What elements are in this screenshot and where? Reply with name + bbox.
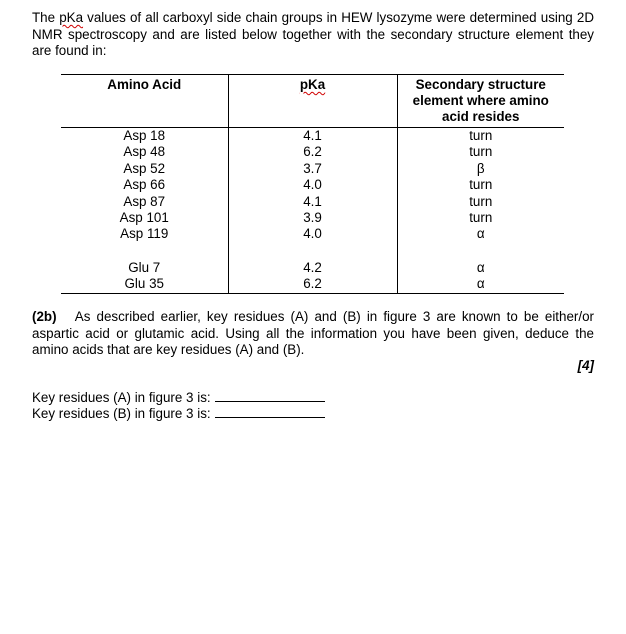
cell-pka: 4.1 [228,128,397,145]
cell-amino-acid: Asp 48 [61,144,228,160]
table-spacer-row [61,243,564,260]
marks-label: [4] [577,358,594,373]
cell-amino-acid: Asp 66 [61,177,228,193]
answer-b-label: Key residues (B) in figure 3 is: [32,406,211,421]
cell-secondary: turn [469,210,493,226]
cell-pka: 4.1 [228,194,397,210]
pka-term: pKa [59,10,84,25]
cell-pka: 4.2 [228,260,397,276]
cell-secondary: turn [469,128,493,143]
header-pka [228,75,397,128]
table-row [61,210,564,226]
intro-paragraph [32,10,594,60]
header-amino-acid: Amino Acid [61,75,228,128]
cell-pka: 4.0 [228,177,397,193]
table-row [61,161,564,177]
cell-secondary: turn [469,193,493,209]
table-header-row [61,75,564,128]
cell-amino-acid: Asp 101 [61,210,228,226]
answer-b-blank[interactable] [215,405,325,418]
cell-amino-acid: Asp 87 [61,194,228,210]
cell-secondary: turn [469,144,493,160]
header-secondary-structure: Secondary structure element where amino acid resides [397,75,564,128]
answer-a-blank[interactable] [215,389,325,402]
table-row [61,177,564,193]
cell-amino-acid: Asp 119 [61,226,228,242]
cell-amino-acid: Asp 18 [61,128,228,145]
intro-text-rest: values of all carboxyl side chain groups in HEW lysozyme were determined using 2D NMR spectroscopy and are listed below together with the secondary structure element they are found in: [32,10,594,58]
cell-amino-acid: Asp 52 [61,161,228,177]
table-row [61,276,564,293]
cell-pka: 3.9 [228,210,397,226]
cell-pka: 6.2 [228,144,397,160]
answer-a-label: Key residues (A) in figure 3 is: [32,390,211,405]
table-row [61,226,564,242]
cell-secondary: β [476,160,485,176]
cell-secondary: α [397,276,564,293]
table-row [61,260,564,276]
answer-line-a [32,389,325,407]
cell-amino-acid: Glu 7 [61,260,228,276]
table-row [61,194,564,210]
intro-text-start: The [32,10,60,25]
cell-secondary: α [476,226,485,242]
cell-pka: 6.2 [228,276,397,293]
cell-secondary: turn [469,177,493,193]
question-2b [32,309,594,359]
cell-amino-acid: Glu 35 [61,276,228,293]
cell-secondary: α [476,259,485,275]
question-label: (2b) [32,309,57,324]
question-text: As described earlier, key residues (A) and (B) in figure 3 are known to be either/or aspartic acid or glutamic acid. Using all the information you have been given, deduce the amino acids that are key residues (A) and (B). [32,309,594,357]
answer-line-b [32,405,325,423]
table-row [61,128,564,145]
header-pka-text: pKa [299,77,326,92]
table-row [61,144,564,160]
pka-table [61,74,564,294]
cell-pka: 3.7 [228,161,397,177]
cell-pka: 4.0 [228,226,397,242]
